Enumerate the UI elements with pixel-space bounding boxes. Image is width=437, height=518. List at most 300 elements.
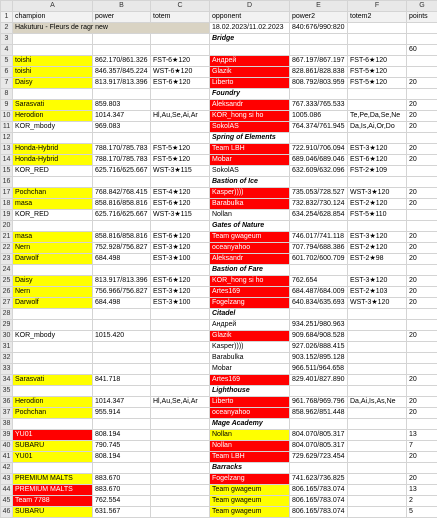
- table-cell[interactable]: [13, 177, 93, 188]
- table-cell[interactable]: [348, 331, 407, 342]
- table-cell[interactable]: [407, 177, 437, 188]
- table-cell[interactable]: [290, 419, 348, 430]
- column-header-d[interactable]: D: [210, 1, 290, 12]
- row-number[interactable]: 39: [1, 430, 13, 441]
- table-cell[interactable]: 862.170/861.326: [93, 56, 151, 67]
- table-cell[interactable]: 732.832/730.124: [290, 199, 348, 210]
- table-cell[interactable]: Glazik: [210, 67, 290, 78]
- table-cell[interactable]: points: [407, 12, 437, 23]
- table-cell[interactable]: masa: [13, 199, 93, 210]
- table-cell[interactable]: 20: [407, 144, 437, 155]
- table-cell[interactable]: 20: [407, 155, 437, 166]
- table-cell[interactable]: oceanyahoo: [210, 408, 290, 419]
- table-cell[interactable]: FST-2★109: [348, 166, 407, 177]
- table-cell[interactable]: Lighthouse: [210, 386, 290, 397]
- table-cell[interactable]: 808.792/803.959: [290, 78, 348, 89]
- table-cell[interactable]: WST-3★120: [348, 188, 407, 199]
- table-cell[interactable]: 634.254/628.854: [290, 210, 348, 221]
- table-cell[interactable]: [348, 452, 407, 463]
- table-cell[interactable]: 20: [407, 254, 437, 265]
- table-cell[interactable]: [13, 89, 93, 100]
- table-cell[interactable]: 684.498: [93, 298, 151, 309]
- table-cell[interactable]: Herodion: [13, 111, 93, 122]
- table-cell[interactable]: 955.914: [93, 408, 151, 419]
- table-cell[interactable]: EST-6★120: [151, 78, 210, 89]
- table-cell[interactable]: Daisy: [13, 276, 93, 287]
- table-cell[interactable]: [348, 430, 407, 441]
- table-cell[interactable]: [13, 309, 93, 320]
- table-cell[interactable]: [290, 265, 348, 276]
- table-cell[interactable]: [151, 45, 210, 56]
- table-cell[interactable]: Gates of Nature: [210, 221, 290, 232]
- table-cell[interactable]: 1015.420: [93, 331, 151, 342]
- row-number[interactable]: 37: [1, 408, 13, 419]
- table-cell[interactable]: 806.165/783.074: [290, 507, 348, 518]
- column-header-a[interactable]: A: [13, 1, 93, 12]
- row-number[interactable]: 19: [1, 210, 13, 221]
- table-cell[interactable]: [407, 342, 437, 353]
- table-cell[interactable]: [407, 353, 437, 364]
- table-cell[interactable]: Team 7788: [13, 496, 93, 507]
- table-cell[interactable]: [151, 452, 210, 463]
- row-number[interactable]: 11: [1, 122, 13, 133]
- table-cell[interactable]: toishi: [13, 67, 93, 78]
- table-cell[interactable]: Barabulka: [210, 353, 290, 364]
- table-cell[interactable]: [93, 463, 151, 474]
- table-cell[interactable]: Team gwageum: [210, 232, 290, 243]
- table-cell[interactable]: 684.487/684.009: [290, 287, 348, 298]
- table-cell[interactable]: Artes169: [210, 287, 290, 298]
- table-cell[interactable]: [290, 34, 348, 45]
- table-cell[interactable]: EST-2★98: [348, 254, 407, 265]
- table-cell[interactable]: [151, 375, 210, 386]
- table-cell[interactable]: KOR_hong si ho: [210, 276, 290, 287]
- table-cell[interactable]: [13, 265, 93, 276]
- table-cell[interactable]: [348, 177, 407, 188]
- row-number[interactable]: 40: [1, 441, 13, 452]
- table-cell[interactable]: [93, 45, 151, 56]
- table-cell[interactable]: [407, 386, 437, 397]
- table-cell[interactable]: [407, 309, 437, 320]
- table-cell[interactable]: FST-6★120: [151, 56, 210, 67]
- table-cell[interactable]: Te,Pe,Da,Se,Ne: [348, 111, 407, 122]
- table-cell[interactable]: KOR_mbody: [13, 122, 93, 133]
- table-cell[interactable]: Mobar: [210, 155, 290, 166]
- table-cell[interactable]: [407, 34, 437, 45]
- table-cell[interactable]: 966.511/964.658: [290, 364, 348, 375]
- table-cell[interactable]: Sarasvati: [13, 375, 93, 386]
- table-cell[interactable]: Fogelzang: [210, 298, 290, 309]
- table-cell[interactable]: [348, 386, 407, 397]
- table-cell[interactable]: Nern: [13, 287, 93, 298]
- row-number[interactable]: 30: [1, 331, 13, 342]
- table-cell[interactable]: 767.333/765.533: [290, 100, 348, 111]
- row-number[interactable]: 1: [1, 12, 13, 23]
- table-cell[interactable]: SokolAS: [210, 122, 290, 133]
- table-cell[interactable]: Nollan: [210, 430, 290, 441]
- table-cell[interactable]: [151, 496, 210, 507]
- table-cell[interactable]: 756.966/756.827: [93, 287, 151, 298]
- table-cell[interactable]: 640.834/635.693: [290, 298, 348, 309]
- table-cell[interactable]: [407, 463, 437, 474]
- row-number[interactable]: 36: [1, 397, 13, 408]
- table-cell[interactable]: [93, 265, 151, 276]
- table-cell[interactable]: EST-3★120: [348, 276, 407, 287]
- table-cell[interactable]: 961.768/969.796: [290, 397, 348, 408]
- row-number[interactable]: 18: [1, 199, 13, 210]
- table-cell[interactable]: KOR_mbody: [13, 331, 93, 342]
- row-number[interactable]: 25: [1, 276, 13, 287]
- table-cell[interactable]: [93, 320, 151, 331]
- table-cell[interactable]: WST-3★115: [151, 166, 210, 177]
- row-number[interactable]: 31: [1, 342, 13, 353]
- table-cell[interactable]: FST-5★120: [348, 67, 407, 78]
- table-cell[interactable]: [348, 353, 407, 364]
- table-cell[interactable]: 813.917/813.396: [93, 78, 151, 89]
- table-cell[interactable]: [151, 474, 210, 485]
- table-cell[interactable]: [348, 507, 407, 518]
- table-cell[interactable]: [13, 353, 93, 364]
- table-cell[interactable]: PREMIUM MALTS: [13, 474, 93, 485]
- table-cell[interactable]: [290, 45, 348, 56]
- table-cell[interactable]: Bastion of Ice: [210, 177, 290, 188]
- table-cell[interactable]: Sarasvati: [13, 100, 93, 111]
- table-cell[interactable]: 20: [407, 331, 437, 342]
- table-cell[interactable]: [151, 265, 210, 276]
- table-cell[interactable]: [93, 89, 151, 100]
- table-cell[interactable]: [348, 100, 407, 111]
- row-number[interactable]: 6: [1, 67, 13, 78]
- table-cell[interactable]: 20: [407, 397, 437, 408]
- table-cell[interactable]: FST-5★120: [151, 144, 210, 155]
- table-cell[interactable]: [348, 23, 407, 34]
- table-cell[interactable]: 788.170/785.783: [93, 144, 151, 155]
- table-cell[interactable]: [407, 133, 437, 144]
- table-cell[interactable]: 60: [407, 45, 437, 56]
- row-number[interactable]: 34: [1, 375, 13, 386]
- table-cell[interactable]: 883.670: [93, 474, 151, 485]
- table-cell[interactable]: Pochchan: [13, 408, 93, 419]
- row-number[interactable]: 22: [1, 243, 13, 254]
- table-cell[interactable]: Team LBH: [210, 452, 290, 463]
- table-cell[interactable]: 20: [407, 100, 437, 111]
- table-cell[interactable]: 934.251/980.963: [290, 320, 348, 331]
- row-number[interactable]: 10: [1, 111, 13, 122]
- table-cell[interactable]: [13, 221, 93, 232]
- table-cell[interactable]: 808.194: [93, 452, 151, 463]
- table-cell[interactable]: [407, 320, 437, 331]
- table-cell[interactable]: power2: [290, 12, 348, 23]
- table-cell[interactable]: [93, 309, 151, 320]
- table-cell[interactable]: 883.670: [93, 485, 151, 496]
- table-cell[interactable]: [93, 419, 151, 430]
- table-cell[interactable]: 1014.347: [93, 111, 151, 122]
- table-cell[interactable]: Honda-Hybrid: [13, 144, 93, 155]
- table-cell[interactable]: [13, 364, 93, 375]
- table-cell[interactable]: [348, 485, 407, 496]
- table-cell[interactable]: [290, 221, 348, 232]
- row-number[interactable]: 38: [1, 419, 13, 430]
- table-cell[interactable]: EST-3★120: [151, 287, 210, 298]
- table-cell[interactable]: EST-2★103: [348, 287, 407, 298]
- table-cell[interactable]: 20: [407, 452, 437, 463]
- table-cell[interactable]: [13, 342, 93, 353]
- table-cell[interactable]: [151, 353, 210, 364]
- table-cell[interactable]: 1005.086: [290, 111, 348, 122]
- table-cell[interactable]: Honda-Hybrid: [13, 155, 93, 166]
- table-cell[interactable]: Team LBH: [210, 144, 290, 155]
- table-cell[interactable]: EST-3★120: [151, 243, 210, 254]
- table-cell[interactable]: masa: [13, 232, 93, 243]
- table-cell[interactable]: 858.962/851.448: [290, 408, 348, 419]
- table-cell[interactable]: SUBARU: [13, 507, 93, 518]
- select-all-corner[interactable]: [1, 1, 13, 12]
- table-cell[interactable]: [348, 221, 407, 232]
- row-number[interactable]: 15: [1, 166, 13, 177]
- table-cell[interactable]: 601.702/600.709: [290, 254, 348, 265]
- table-cell[interactable]: [348, 320, 407, 331]
- table-cell[interactable]: 806.165/783.074: [290, 485, 348, 496]
- table-cell[interactable]: [151, 221, 210, 232]
- table-cell[interactable]: 858.816/858.816: [93, 199, 151, 210]
- table-cell[interactable]: 20: [407, 188, 437, 199]
- table-cell[interactable]: Liberto: [210, 397, 290, 408]
- table-cell[interactable]: EST-6★120: [151, 232, 210, 243]
- table-cell[interactable]: toishi: [13, 56, 93, 67]
- table-cell[interactable]: EST-2★120: [348, 199, 407, 210]
- table-cell[interactable]: [151, 419, 210, 430]
- table-cell[interactable]: [407, 210, 437, 221]
- table-cell[interactable]: EST-6★120: [151, 276, 210, 287]
- table-cell[interactable]: Team gwageum: [210, 507, 290, 518]
- table-cell[interactable]: 841.718: [93, 375, 151, 386]
- table-cell[interactable]: 625.716/625.667: [93, 166, 151, 177]
- table-cell[interactable]: Aleksandr: [210, 254, 290, 265]
- row-number[interactable]: 44: [1, 485, 13, 496]
- table-cell[interactable]: 13: [407, 485, 437, 496]
- column-header-f[interactable]: F: [348, 1, 407, 12]
- table-cell[interactable]: 846.357/845.224: [93, 67, 151, 78]
- table-cell[interactable]: WST-6★120: [151, 67, 210, 78]
- table-cell[interactable]: [407, 221, 437, 232]
- table-cell[interactable]: [93, 34, 151, 45]
- table-cell[interactable]: Mage Academy: [210, 419, 290, 430]
- row-number[interactable]: 45: [1, 496, 13, 507]
- table-cell[interactable]: Team gwageum: [210, 496, 290, 507]
- table-cell[interactable]: [151, 331, 210, 342]
- table-cell[interactable]: 927.026/888.415: [290, 342, 348, 353]
- table-cell[interactable]: EST-2★120: [348, 243, 407, 254]
- table-cell[interactable]: [348, 474, 407, 485]
- table-cell[interactable]: YU01: [13, 452, 93, 463]
- table-cell[interactable]: Daisy: [13, 78, 93, 89]
- table-cell[interactable]: EST-4★120: [151, 188, 210, 199]
- table-cell[interactable]: EST-3★100: [151, 254, 210, 265]
- table-cell[interactable]: [151, 89, 210, 100]
- table-cell[interactable]: 903.152/895.128: [290, 353, 348, 364]
- table-cell[interactable]: 969.083: [93, 122, 151, 133]
- table-cell[interactable]: [348, 265, 407, 276]
- table-cell[interactable]: [13, 386, 93, 397]
- table-cell[interactable]: [348, 309, 407, 320]
- table-cell[interactable]: 20: [407, 232, 437, 243]
- row-number[interactable]: 41: [1, 452, 13, 463]
- table-cell[interactable]: [407, 419, 437, 430]
- table-cell[interactable]: [93, 133, 151, 144]
- row-number[interactable]: 42: [1, 463, 13, 474]
- table-cell[interactable]: [151, 364, 210, 375]
- table-cell[interactable]: [151, 463, 210, 474]
- table-cell[interactable]: [13, 45, 93, 56]
- table-cell[interactable]: Bridge: [210, 34, 290, 45]
- table-cell[interactable]: FST-5★120: [348, 78, 407, 89]
- row-number[interactable]: 14: [1, 155, 13, 166]
- table-cell[interactable]: [151, 100, 210, 111]
- row-number[interactable]: 2: [1, 23, 13, 34]
- table-cell[interactable]: 20: [407, 111, 437, 122]
- column-header-e[interactable]: E: [290, 1, 348, 12]
- table-cell[interactable]: Nollan: [210, 210, 290, 221]
- table-cell[interactable]: 631.567: [93, 507, 151, 518]
- table-cell[interactable]: [290, 463, 348, 474]
- table-cell[interactable]: WST-3★120: [348, 298, 407, 309]
- table-cell[interactable]: totem: [151, 12, 210, 23]
- table-cell[interactable]: KOR_hong si ho: [210, 111, 290, 122]
- table-cell[interactable]: 729.629/723.454: [290, 452, 348, 463]
- table-cell[interactable]: [151, 309, 210, 320]
- table-cell[interactable]: [348, 34, 407, 45]
- table-cell[interactable]: 813.917/813.396: [93, 276, 151, 287]
- table-cell[interactable]: 829.401/827.890: [290, 375, 348, 386]
- table-cell[interactable]: 764.374/761.945: [290, 122, 348, 133]
- table-cell[interactable]: 13: [407, 430, 437, 441]
- table-cell[interactable]: totem2: [348, 12, 407, 23]
- table-cell[interactable]: 707.794/688.386: [290, 243, 348, 254]
- column-header-g[interactable]: G: [407, 1, 437, 12]
- table-cell[interactable]: [13, 320, 93, 331]
- table-cell[interactable]: [407, 364, 437, 375]
- table-cell[interactable]: [151, 430, 210, 441]
- table-cell[interactable]: Da,Ai,Is,As,Ne: [348, 397, 407, 408]
- table-cell[interactable]: [348, 364, 407, 375]
- table-cell[interactable]: EST-3★120: [348, 232, 407, 243]
- row-number[interactable]: 3: [1, 34, 13, 45]
- table-cell[interactable]: [13, 463, 93, 474]
- table-cell[interactable]: Fogelzang: [210, 474, 290, 485]
- table-cell[interactable]: Herodion: [13, 397, 93, 408]
- table-cell[interactable]: [151, 320, 210, 331]
- row-number[interactable]: 7: [1, 78, 13, 89]
- table-cell[interactable]: [348, 408, 407, 419]
- row-number[interactable]: 17: [1, 188, 13, 199]
- table-cell[interactable]: Darwolf: [13, 298, 93, 309]
- table-cell[interactable]: Barabulka: [210, 199, 290, 210]
- table-cell[interactable]: Nollan: [210, 441, 290, 452]
- table-cell[interactable]: 867.197/867.197: [290, 56, 348, 67]
- table-cell[interactable]: [13, 133, 93, 144]
- table-cell[interactable]: [290, 177, 348, 188]
- row-number[interactable]: 33: [1, 364, 13, 375]
- table-cell[interactable]: PREMIUM MALTS: [13, 485, 93, 496]
- table-cell[interactable]: Artes169: [210, 375, 290, 386]
- table-cell[interactable]: [290, 309, 348, 320]
- table-cell[interactable]: Aleksandr: [210, 100, 290, 111]
- row-number[interactable]: 20: [1, 221, 13, 232]
- table-cell[interactable]: 684.498: [93, 254, 151, 265]
- table-cell[interactable]: 1014.347: [93, 397, 151, 408]
- table-cell[interactable]: [348, 496, 407, 507]
- table-cell[interactable]: Da,Is,Ai,Or,Do: [348, 122, 407, 133]
- table-cell[interactable]: 20: [407, 199, 437, 210]
- table-cell[interactable]: 808.194: [93, 430, 151, 441]
- table-cell[interactable]: WST-3★115: [151, 210, 210, 221]
- table-cell[interactable]: 741.623/736.825: [290, 474, 348, 485]
- table-cell[interactable]: [348, 419, 407, 430]
- row-number[interactable]: 29: [1, 320, 13, 331]
- table-cell[interactable]: [348, 463, 407, 474]
- row-number[interactable]: 32: [1, 353, 13, 364]
- table-cell[interactable]: Kasper)))): [210, 188, 290, 199]
- table-cell[interactable]: [93, 177, 151, 188]
- table-cell[interactable]: [348, 133, 407, 144]
- table-cell[interactable]: 689.046/689.046: [290, 155, 348, 166]
- row-number[interactable]: 8: [1, 89, 13, 100]
- table-cell[interactable]: SokolAS: [210, 166, 290, 177]
- table-cell[interactable]: 790.745: [93, 441, 151, 452]
- table-cell[interactable]: [407, 265, 437, 276]
- table-cell[interactable]: [13, 419, 93, 430]
- table-cell[interactable]: Foundry: [210, 89, 290, 100]
- row-number[interactable]: 46: [1, 507, 13, 518]
- table-cell[interactable]: Pochchan: [13, 188, 93, 199]
- table-cell[interactable]: oceanyahoo: [210, 243, 290, 254]
- table-cell[interactable]: 806.165/783.074: [290, 496, 348, 507]
- table-cell[interactable]: Hl,Au,Se,Ai,Ar: [151, 111, 210, 122]
- table-cell[interactable]: FST-5★120: [151, 155, 210, 166]
- table-cell[interactable]: 5: [407, 507, 437, 518]
- row-number[interactable]: 26: [1, 287, 13, 298]
- row-number[interactable]: 21: [1, 232, 13, 243]
- table-cell[interactable]: 7: [407, 441, 437, 452]
- table-cell[interactable]: [151, 408, 210, 419]
- table-cell[interactable]: KOR_RED: [13, 166, 93, 177]
- table-cell[interactable]: 859.803: [93, 100, 151, 111]
- table-cell[interactable]: 762.554: [93, 496, 151, 507]
- table-cell[interactable]: EST-6★120: [151, 199, 210, 210]
- table-cell[interactable]: 20: [407, 287, 437, 298]
- table-cell[interactable]: 762.654: [290, 276, 348, 287]
- table-cell[interactable]: Liberto: [210, 78, 290, 89]
- table-cell[interactable]: 20: [407, 78, 437, 89]
- table-cell[interactable]: 735.053/728.527: [290, 188, 348, 199]
- table-cell[interactable]: Hakuturu - Fleurs de ragr new: [13, 23, 210, 34]
- row-number[interactable]: 43: [1, 474, 13, 485]
- table-cell[interactable]: 20: [407, 408, 437, 419]
- table-cell[interactable]: [151, 507, 210, 518]
- table-cell[interactable]: Kasper)))): [210, 342, 290, 353]
- row-number[interactable]: 27: [1, 298, 13, 309]
- table-cell[interactable]: [348, 89, 407, 100]
- table-cell[interactable]: [290, 89, 348, 100]
- table-cell[interactable]: 2: [407, 496, 437, 507]
- table-cell[interactable]: [151, 342, 210, 353]
- table-cell[interactable]: [348, 441, 407, 452]
- table-cell[interactable]: Barracks: [210, 463, 290, 474]
- table-cell[interactable]: Nern: [13, 243, 93, 254]
- table-cell[interactable]: [407, 56, 437, 67]
- table-cell[interactable]: 840:676/990:820: [290, 23, 348, 34]
- table-cell[interactable]: Darwolf: [13, 254, 93, 265]
